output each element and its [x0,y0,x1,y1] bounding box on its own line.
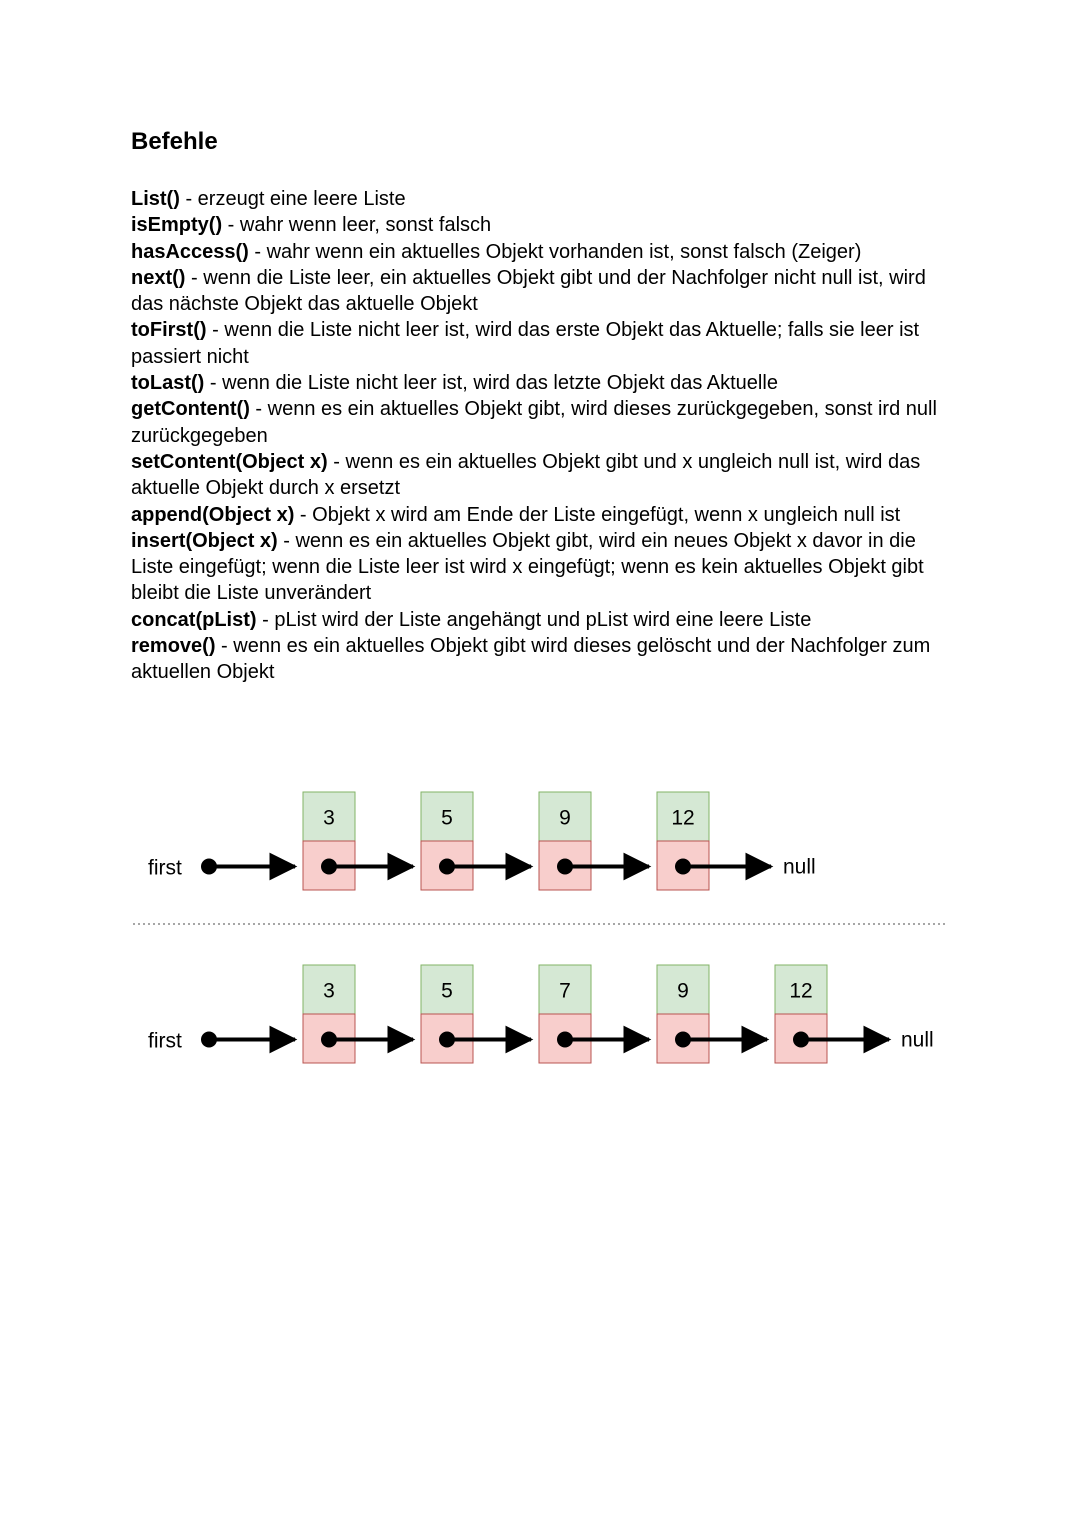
command-name: append(Object x) [131,503,295,526]
command-item-isempty [131,212,961,238]
command-item-remove [131,633,961,686]
command-description: - wenn die Liste leer, ein aktuelles Objekt gibt und der Nachfolger nicht null ist, wird das nächste Objekt das aktuelle Objekt [131,266,926,316]
node-value-label: 12 [789,979,813,1003]
command-name: concat(pList) [131,608,257,631]
command-name: remove() [131,635,216,658]
command-item-tolast [131,370,961,396]
command-name: next() [131,266,186,289]
command-description: - Objekt x wird am Ende der Liste eingefügt, wenn x ungleich null ist [294,503,901,526]
command-name: isEmpty() [131,214,223,237]
node-value-label: 7 [559,979,571,1003]
command-item-insert [131,528,961,607]
command-item-hasaccess [131,239,961,265]
node-value-label: 9 [559,806,571,830]
command-item-getcontent [131,396,961,449]
command-list [131,186,961,686]
command-description: - wenn es ein aktuelles Objekt gibt, wird ein neues Objekt x davor in die Liste eingefügt; wenn die Liste leer ist wird x eingefügt; wenn es kein aktuelles Objekt gibt bleibt die Liste unverändert [131,529,924,605]
command-name: getContent() [131,398,250,421]
command-item-tofirst [131,317,961,370]
node-value-label: 5 [441,806,453,830]
node-value-label: 3 [323,979,335,1003]
null-label: null [783,855,816,879]
first-label: first [148,856,182,880]
command-description: - wenn es ein aktuelles Objekt gibt, wird dieses zurückgegeben, sonst ird null zurückgegeben [131,398,937,447]
linked-list-diagram-svg [0,760,1080,1100]
command-item-concat [131,607,961,633]
node-value-label: 3 [323,806,335,830]
command-item-append [131,502,961,528]
command-name: List() [131,188,180,210]
page-heading: Befehle [131,128,218,155]
linked-list-diagram [0,760,1080,1100]
command-description: - wahr wenn ein aktuelles Objekt vorhanden ist, sonst falsch (Zeiger) [248,240,862,263]
first-label: first [148,1029,182,1053]
command-name: setContent(Object x) [131,450,328,473]
command-name: insert(Object x) [131,529,278,552]
node-value-label: 12 [671,806,695,830]
command-item-setcontent [131,449,961,502]
command-description: - pList wird der Liste angehängt und pList wird eine leere Liste [256,608,812,631]
command-description: - wenn die Liste nicht leer ist, wird das letzte Objekt das Aktuelle [204,372,778,395]
node-value-label: 9 [677,979,689,1003]
command-description: - wenn die Liste nicht leer ist, wird das erste Objekt das Aktuelle; falls sie leer ist passiert nicht [131,319,920,368]
command-item-next [131,265,961,318]
command-description: - wenn es ein aktuelles Objekt gibt wird dieses gelöscht und der Nachfolger zum aktuellen Objekt [131,635,931,684]
command-item-list [131,186,961,212]
command-name: hasAccess() [131,240,249,263]
command-description: - erzeugt eine leere Liste [179,188,406,210]
command-name: toFirst() [131,319,207,342]
node-value-label: 5 [441,979,453,1003]
null-label: null [901,1028,934,1052]
command-description: - wenn es ein aktuelles Objekt gibt und x ungleich null ist, wird das aktuelle Objekt durch x ersetzt [131,450,921,500]
command-name: toLast() [131,372,205,395]
command-description: - wahr wenn leer, sonst falsch [222,214,492,237]
